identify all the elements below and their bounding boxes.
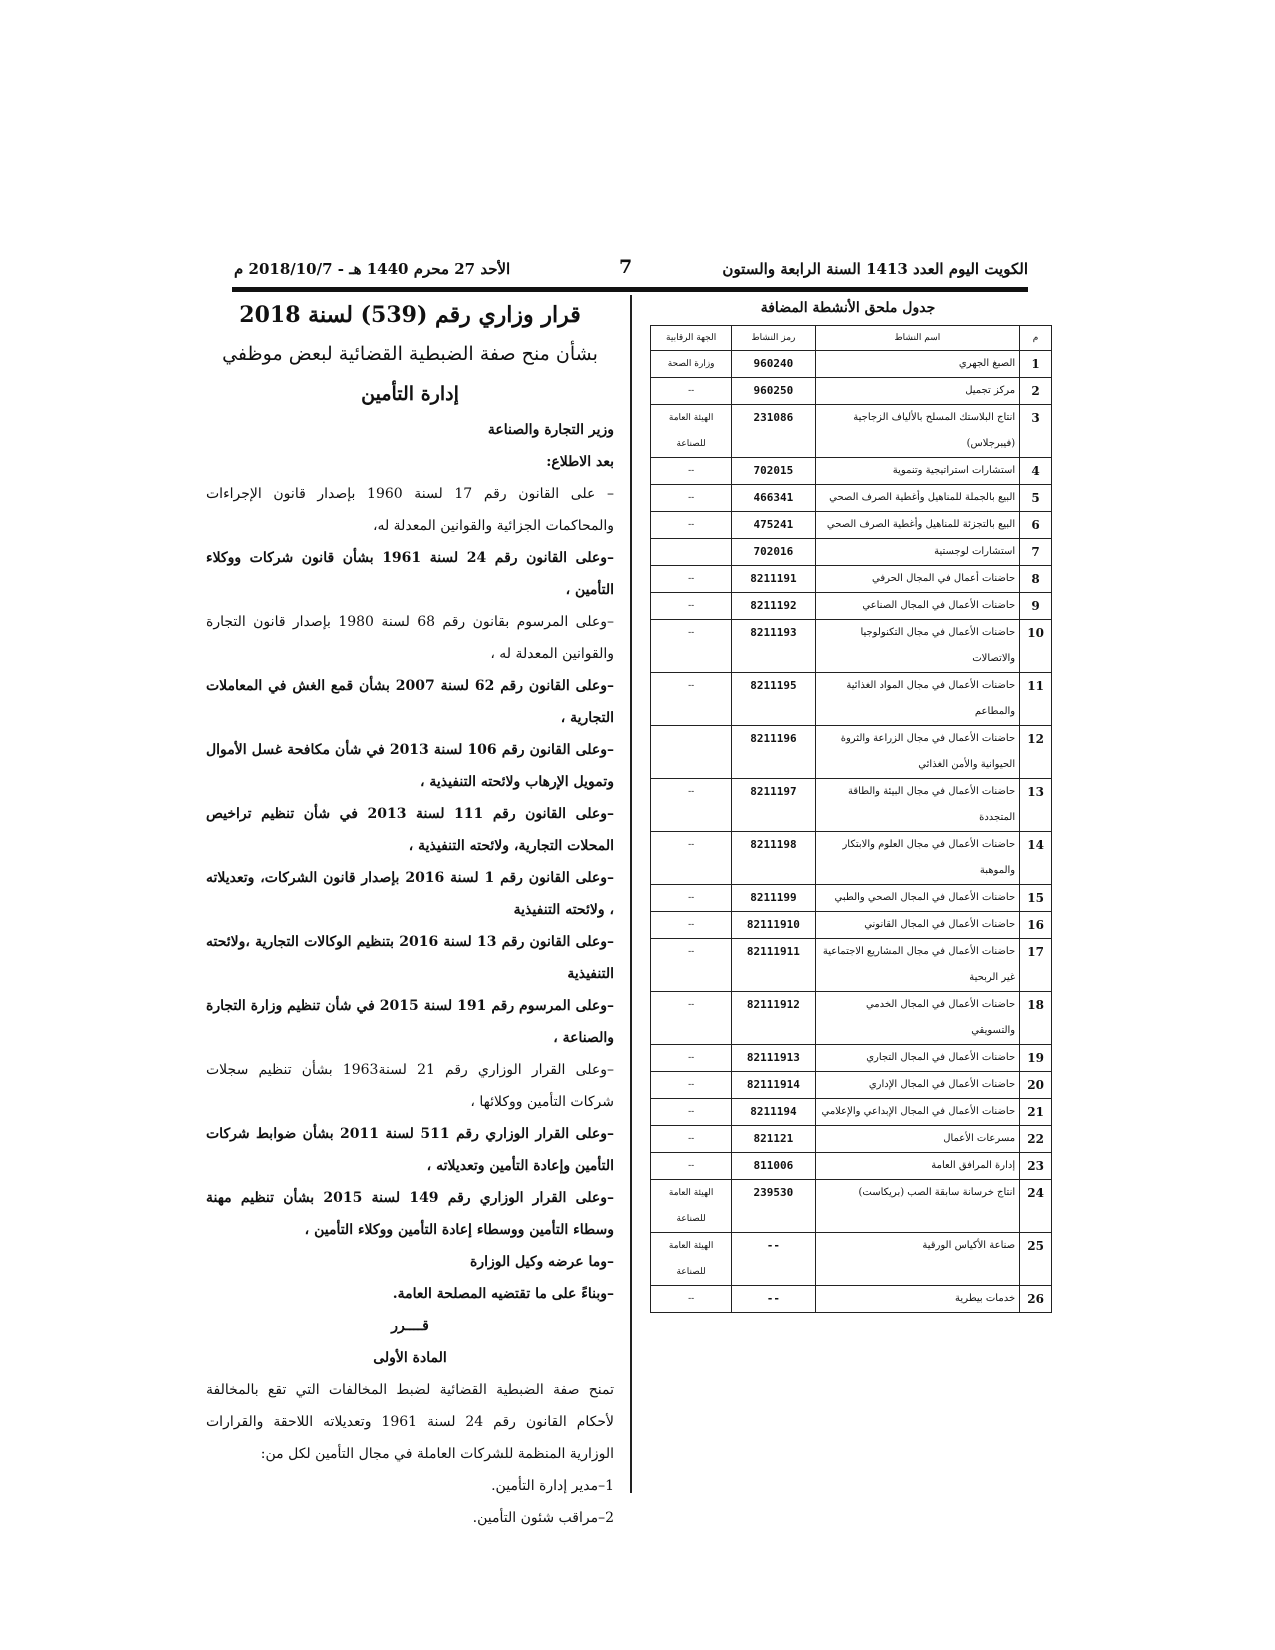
cell-num: 9 [1020, 593, 1052, 620]
column-divider [630, 295, 632, 1493]
cell-authority: -- [651, 566, 732, 593]
cell-authority: -- [651, 620, 732, 673]
table-header-row [651, 326, 1052, 351]
article-text: تمنح صفة الضبطية القضائية لضبط المخالفات التي تقع بالمخالفة لأحكام القانون رقم 24 لسنة 1961 وتعديلاته اللاحقة والقرارات الوزارية المنظمة للشركات العاملة في مجال التأمين لكل من: [206, 1382, 614, 1462]
header-name: اسم النشاط [815, 326, 1020, 351]
header-authority: الجهة الرقابية [651, 326, 732, 351]
cell-activity-code: 231086 [732, 405, 815, 458]
cell-authority: -- [651, 885, 732, 912]
table-row [651, 405, 1052, 458]
article-item-1: 1–مدير إدارة التأمين. [491, 1478, 614, 1494]
cell-activity-name: البيع بالتجزئة للمناهيل وأغطية الصرف الصحي [815, 512, 1020, 539]
table-row [651, 992, 1052, 1045]
table-row [651, 939, 1052, 992]
table-row [651, 912, 1052, 939]
recital-paragraph: –وعلى المرسوم رقم 191 لسنة 2015 في شأن تنظيم وزارة التجارة والصناعة ، [206, 998, 614, 1046]
activities-table [650, 325, 1052, 1313]
recital-paragraph: –وما عرضه وكيل الوزارة [469, 1254, 614, 1270]
recital-paragraph: –وعلى القانون رقم 111 لسنة 2013 في شأن تنظيم تراخيص المحلات التجارية، ولائحته التنفيذية ، [206, 806, 615, 854]
cell-authority [651, 726, 732, 779]
recital-paragraph: –وعلى القرار الوزاري رقم 21 لسنة1963 بشأن تنظيم سجلات شركات التأمين ووكلائها ، [206, 1062, 614, 1110]
header-num: م [1020, 326, 1052, 351]
cell-authority: -- [651, 485, 732, 512]
cell-activity-code: 466341 [732, 485, 815, 512]
table-row [651, 832, 1052, 885]
article-heading: المادة الأولى [373, 1350, 447, 1366]
header-code: رمز النشاط [732, 326, 815, 351]
cell-activity-name: استشارات لوجستية [815, 539, 1020, 566]
cell-authority: الهيئة العامة للصناعة [651, 405, 732, 458]
page-header [234, 256, 1028, 284]
table-row [651, 1045, 1052, 1072]
decided-heading: قــــرر [391, 1318, 429, 1334]
cell-authority: -- [651, 779, 732, 832]
header-publication: الكويت اليوم العدد 1413 السنة الرابعة والستون [722, 260, 1028, 278]
cell-num: 12 [1020, 726, 1052, 779]
table-row [651, 1286, 1052, 1313]
cell-num: 18 [1020, 992, 1052, 1045]
cell-num: 17 [1020, 939, 1052, 992]
recital-paragraph: –وعلى القانون رقم 106 لسنة 2013 في شأن مكافحة غسل الأموال وتمويل الإرهاب ولائحته التنفيذية ، [206, 742, 614, 790]
cell-authority: الهيئة العامة للصناعة [651, 1233, 732, 1286]
cell-activity-name: حاضنات الأعمال في مجال التكنولوجيا والاتصالات [815, 620, 1020, 673]
cell-activity-name: حاضنات الأعمال في المجال الخدمي والتسويقي [815, 992, 1020, 1045]
cell-activity-code: 960240 [732, 351, 815, 378]
cell-authority: -- [651, 912, 732, 939]
table-row [651, 779, 1052, 832]
cell-activity-name: حاضنات الأعمال في المجال التجاري [815, 1045, 1020, 1072]
cell-activity-code: 8211198 [732, 832, 815, 885]
cell-activity-name: البيع بالجملة للمناهيل وأغطية الصرف الصحي [815, 485, 1020, 512]
table-row [651, 351, 1052, 378]
cell-activity-name: خدمات بيطرية [815, 1286, 1020, 1313]
cell-activity-name: حاضنات الأعمال في المجال الإبداعي والإعلامي [815, 1099, 1020, 1126]
cell-authority: -- [651, 512, 732, 539]
cell-num: 2 [1020, 378, 1052, 405]
cell-num: 16 [1020, 912, 1052, 939]
after-review-line: بعد الاطلاع: [546, 454, 614, 470]
cell-authority: -- [651, 992, 732, 1045]
cell-authority: -- [651, 458, 732, 485]
cell-activity-code: -- [732, 1286, 815, 1313]
cell-activity-code: 8211197 [732, 779, 815, 832]
cell-num: 13 [1020, 779, 1052, 832]
cell-activity-code: 475241 [732, 512, 815, 539]
cell-authority: وزارة الصحة [651, 351, 732, 378]
minister-line: وزير التجارة والصناعة [487, 422, 614, 438]
cell-activity-code: 702015 [732, 458, 815, 485]
cell-activity-name: حاضنات أعمال في المجال الحرفي [815, 566, 1020, 593]
cell-activity-name: حاضنات الأعمال في المجال الإداري [815, 1072, 1020, 1099]
decree-subtitle-department: إدارة التأمين [361, 383, 459, 405]
table-row [651, 1180, 1052, 1233]
header-rule [232, 287, 1028, 292]
cell-authority: -- [651, 832, 732, 885]
table-row [651, 885, 1052, 912]
cell-activity-code: 960250 [732, 378, 815, 405]
cell-activity-code: 82111913 [732, 1045, 815, 1072]
cell-authority: -- [651, 378, 732, 405]
cell-num: 1 [1020, 351, 1052, 378]
cell-num: 19 [1020, 1045, 1052, 1072]
cell-authority: -- [651, 673, 732, 726]
header-date: الأحد 27 محرم 1440 هـ - 2018/10/7 م [234, 260, 511, 278]
page-number: 7 [619, 256, 633, 278]
cell-num: 10 [1020, 620, 1052, 673]
cell-activity-code: 8211193 [732, 620, 815, 673]
cell-num: 15 [1020, 885, 1052, 912]
cell-authority: -- [651, 1072, 732, 1099]
decree-column [206, 296, 614, 1534]
cell-activity-code: 82111914 [732, 1072, 815, 1099]
cell-num: 3 [1020, 405, 1052, 458]
cell-activity-code: 82111910 [732, 912, 815, 939]
recital-paragraph: –وعلى القانون رقم 13 لسنة 2016 بتنظيم الوكالات التجارية ،ولائحته التنفيذية [206, 934, 614, 982]
recital-paragraph: –وعلى القرار الوزاري رقم 149 لسنة 2015 بشأن تنظيم مهنة وسطاء التأمين ووسطاء إعادة التأمين ووكلاء التأمين ، [206, 1190, 614, 1238]
cell-num: 11 [1020, 673, 1052, 726]
cell-activity-name: حاضنات الأعمال في المجال الصناعي [815, 593, 1020, 620]
cell-activity-name: انتاج البلاستك المسلح بالألياف الزجاجية (فيبرجلاس) [815, 405, 1020, 458]
cell-activity-name: صناعة الأكياس الورقية [815, 1233, 1020, 1286]
cell-activity-name: حاضنات الأعمال في مجال البيئة والطاقة المتجددة [815, 779, 1020, 832]
cell-activity-code: 239530 [732, 1180, 815, 1233]
cell-activity-code: 821121 [732, 1126, 815, 1153]
cell-activity-name: حاضنات الأعمال في مجال المشاريع الاجتماعية غير الربحية [815, 939, 1020, 992]
cell-authority: -- [651, 939, 732, 992]
recital-paragraph: –وعلى القانون رقم 1 لسنة 2016 بإصدار قانون الشركات، وتعديلاته ، ولائحته التنفيذية [206, 870, 614, 918]
cell-activity-name: انتاج خرسانة سابقة الصب (بريكاست) [815, 1180, 1020, 1233]
cell-activity-name: حاضنات الأعمال في مجال الزراعة والثروة الحيوانية والأمن الغذائي [815, 726, 1020, 779]
cell-activity-code: 8211191 [732, 566, 815, 593]
cell-authority: -- [651, 1099, 732, 1126]
table-row [651, 458, 1052, 485]
cell-num: 8 [1020, 566, 1052, 593]
cell-authority: -- [651, 1045, 732, 1072]
recital-paragraph: –وعلى القانون رقم 62 لسنة 2007 بشأن قمع الغش في المعاملات التجارية ، [206, 678, 614, 726]
recital-paragraph: – على القانون رقم 17 لسنة 1960 بإصدار قانون الإجراءات والمحاكمات الجزائية والقوانين المعدلة له، [206, 486, 614, 534]
cell-num: 6 [1020, 512, 1052, 539]
table-row [651, 1233, 1052, 1286]
cell-num: 14 [1020, 832, 1052, 885]
cell-authority: -- [651, 1126, 732, 1153]
table-row [651, 1099, 1052, 1126]
cell-activity-name: مركز تجميل [815, 378, 1020, 405]
table-row [651, 539, 1052, 566]
recital-paragraph: –وبناءً على ما تقتضيه المصلحة العامة. [392, 1286, 614, 1302]
cell-activity-name: استشارات استراتيجية وتنموية [815, 458, 1020, 485]
table-row [651, 726, 1052, 779]
cell-activity-code: 8211196 [732, 726, 815, 779]
table-row [651, 620, 1052, 673]
cell-activity-code: -- [732, 1233, 815, 1286]
table-row [651, 593, 1052, 620]
table-row [651, 566, 1052, 593]
cell-activity-name: حاضنات الأعمال في مجال المواد الغذائية والمطاعم [815, 673, 1020, 726]
recitals [206, 478, 614, 1310]
table-row [651, 1153, 1052, 1180]
cell-activity-code: 702016 [732, 539, 815, 566]
cell-num: 23 [1020, 1153, 1052, 1180]
cell-activity-code: 811006 [732, 1153, 815, 1180]
cell-activity-code: 82111911 [732, 939, 815, 992]
cell-num: 26 [1020, 1286, 1052, 1313]
cell-num: 21 [1020, 1099, 1052, 1126]
table-row [651, 378, 1052, 405]
article-item-2: 2–مراقب شئون التأمين. [472, 1510, 614, 1526]
cell-activity-code: 8211195 [732, 673, 815, 726]
cell-authority: الهيئة العامة للصناعة [651, 1180, 732, 1233]
table-row [651, 512, 1052, 539]
table-row [651, 1126, 1052, 1153]
cell-activity-name: مسرعات الأعمال [815, 1126, 1020, 1153]
cell-num: 4 [1020, 458, 1052, 485]
recital-paragraph: –وعلى القانون رقم 24 لسنة 1961 بشأن قانون شركات ووكلاء التأمين ، [206, 550, 614, 598]
cell-activity-code: 8211194 [732, 1099, 815, 1126]
cell-activity-code: 82111912 [732, 992, 815, 1045]
cell-activity-name: حاضنات الأعمال في مجال العلوم والابتكار والموهبة [815, 832, 1020, 885]
cell-activity-code: 8211192 [732, 593, 815, 620]
decree-title: قرار وزاري رقم (539) لسنة 2018 [239, 302, 581, 328]
cell-authority [651, 539, 732, 566]
cell-authority: -- [651, 1153, 732, 1180]
cell-activity-name: إدارة المرافق العامة [815, 1153, 1020, 1180]
cell-authority: -- [651, 593, 732, 620]
cell-activity-name: حاضنات الأعمال في المجال الصحي والطبي [815, 885, 1020, 912]
cell-num: 22 [1020, 1126, 1052, 1153]
table-row [651, 1072, 1052, 1099]
table-title: جدول ملحق الأنشطة المضافة [760, 300, 936, 316]
cell-num: 5 [1020, 485, 1052, 512]
cell-num: 24 [1020, 1180, 1052, 1233]
cell-activity-name: الصبغ الجهري [815, 351, 1020, 378]
table-row [651, 673, 1052, 726]
cell-activity-code: 8211199 [732, 885, 815, 912]
decree-subtitle: بشأن منح صفة الضبطية القضائية لبعض موظفي [222, 343, 598, 365]
cell-activity-name: حاضنات الأعمال في المجال القانوني [815, 912, 1020, 939]
cell-num: 20 [1020, 1072, 1052, 1099]
cell-num: 25 [1020, 1233, 1052, 1286]
cell-authority: -- [651, 1286, 732, 1313]
recital-paragraph: –وعلى القرار الوزاري رقم 511 لسنة 2011 بشأن ضوابط شركات التأمين وإعادة التأمين وتعديلاته ، [206, 1126, 614, 1174]
cell-num: 7 [1020, 539, 1052, 566]
table-row [651, 485, 1052, 512]
recital-paragraph: –وعلى المرسوم بقانون رقم 68 لسنة 1980 بإصدار قانون التجارة والقوانين المعدلة له ، [206, 614, 615, 662]
